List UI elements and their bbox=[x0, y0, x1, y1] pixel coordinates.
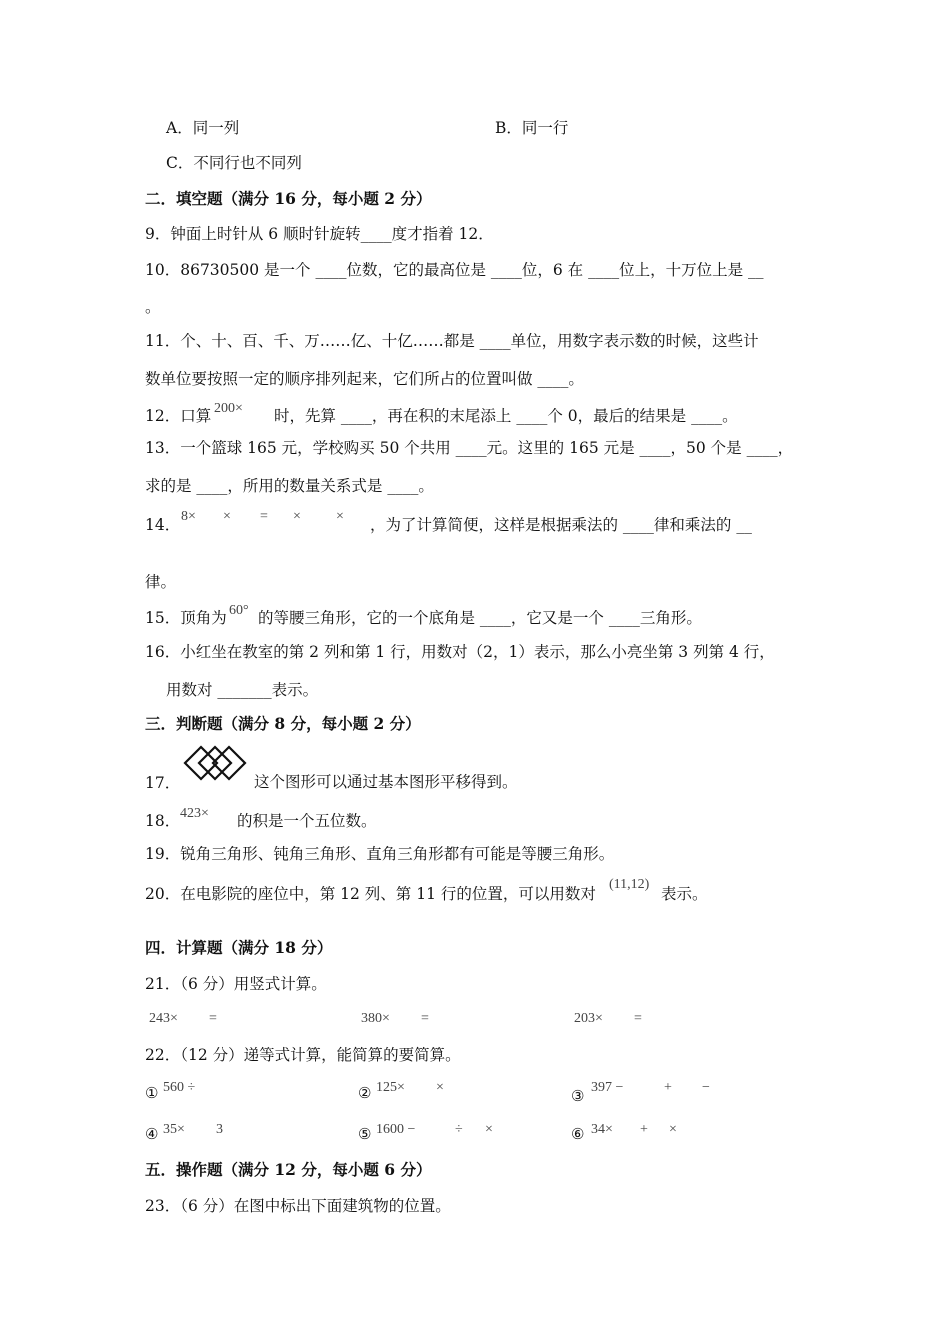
q22-expr-6c: × bbox=[669, 1122, 677, 1137]
section-2-title: 二．填空题（满分 16 分，每小题 2 分） bbox=[145, 189, 432, 208]
question-19: 19．锐角三角形、钝角三角形、直角三角形都有可能是等腰三角形。 bbox=[145, 845, 615, 863]
section-3-title: 三．判断题（满分 8 分，每小题 2 分） bbox=[145, 714, 421, 733]
question-14-prefix: 14． bbox=[145, 516, 181, 534]
section-5-title: 五．操作题（满分 12 分，每小题 6 分） bbox=[145, 1160, 432, 1179]
q21-expr-3: 203× bbox=[574, 1011, 603, 1026]
question-15-suffix: 的等腰三角形，它的一个底角是 ____，它又是一个 ____三角形。 bbox=[258, 609, 702, 627]
q22-expr-6b: + bbox=[640, 1122, 648, 1137]
q22-expr-1: 560 ÷ bbox=[163, 1080, 196, 1095]
question-10-line2: 。 bbox=[145, 298, 161, 316]
question-14-suffix: ，为了计算简便，这样是根据乘法的 ____律和乘法的 __ bbox=[370, 516, 752, 534]
question-13-line2: 求的是 ____，所用的数量关系式是 ____。 bbox=[145, 477, 434, 495]
question-12-math: 200× bbox=[214, 401, 243, 416]
translated-squares-figure bbox=[181, 743, 249, 783]
question-23: 23．（6 分）在图中标出下面建筑物的位置。 bbox=[145, 1197, 451, 1215]
question-18-number: 18． bbox=[145, 812, 181, 830]
question-11-line2: 数单位要按照一定的顺序排列起来，它们所占的位置叫做 ____。 bbox=[145, 370, 584, 388]
q21-eq-3: = bbox=[634, 1011, 642, 1026]
circled-5: ⑤ bbox=[358, 1125, 372, 1143]
circled-4: ④ bbox=[145, 1125, 159, 1143]
question-20-math: (11,12) bbox=[609, 877, 650, 892]
q22-expr-5c: × bbox=[485, 1122, 493, 1137]
q22-expr-6a: 34× bbox=[591, 1122, 613, 1137]
question-22-title: 22．（12 分）递等式计算，能简算的要简算。 bbox=[145, 1046, 461, 1064]
circled-2: ② bbox=[358, 1084, 372, 1102]
question-18-text: 的积是一个五位数。 bbox=[237, 812, 377, 830]
q22-expr-5b: ÷ bbox=[455, 1122, 463, 1137]
q22-expr-3b: + bbox=[664, 1080, 672, 1095]
option-c: C．不同行也不同列 bbox=[166, 154, 302, 172]
question-17-number: 17． bbox=[145, 774, 181, 792]
question-21-title: 21．（6 分）用竖式计算。 bbox=[145, 975, 327, 993]
question-20-suffix: 表示。 bbox=[661, 885, 708, 903]
question-20-prefix: 20．在电影院的座位中，第 12 列、第 11 行的位置，可以用数对 bbox=[145, 885, 596, 903]
question-10-line1: 10．86730500 是一个 ____位数，它的最高位是 ____位，6 在 ____位上，十万位上是 __ bbox=[145, 261, 764, 279]
question-15-prefix: 15．顶角为 bbox=[145, 609, 227, 627]
question-16-line2: 用数对 _______表示。 bbox=[166, 681, 319, 699]
question-13-line1: 13．一个篮球 165 元，学校购买 50 个共用 ____元。这里的 165 元是 ____，50 个是 ____， bbox=[145, 439, 794, 457]
q22-expr-3a: 397 − bbox=[591, 1080, 624, 1095]
question-18-math: 423× bbox=[180, 806, 209, 821]
option-b: B．同一行 bbox=[495, 119, 569, 137]
question-14-math-4: × bbox=[293, 509, 301, 524]
q22-expr-2a: 125× bbox=[376, 1080, 405, 1095]
question-16-line1: 16．小红坐在教室的第 2 列和第 1 行，用数对（2，1）表示，那么小亮坐第 3 列第 4 行， bbox=[145, 643, 775, 661]
q21-eq-2: = bbox=[421, 1011, 429, 1026]
question-15-math: 60° bbox=[229, 603, 249, 618]
circled-6: ⑥ bbox=[571, 1125, 585, 1143]
q21-expr-2: 380× bbox=[361, 1011, 390, 1026]
q22-expr-5a: 1600 − bbox=[376, 1122, 416, 1137]
circled-3: ③ bbox=[571, 1087, 585, 1105]
q22-expr-2b: × bbox=[436, 1080, 444, 1095]
question-12-prefix: 12．口算 bbox=[145, 407, 212, 425]
q22-expr-3c: − bbox=[702, 1080, 710, 1095]
question-14-math-1: 8× bbox=[181, 509, 196, 524]
question-17-text: 这个图形可以通过基本图形平移得到。 bbox=[254, 773, 518, 791]
q22-expr-4b: 3 bbox=[216, 1122, 223, 1137]
section-4-title: 四．计算题（满分 18 分） bbox=[145, 938, 333, 957]
question-11-line1: 11．个、十、百、千、万……亿、十亿……都是 ____单位，用数字表示数的时候，这些计 bbox=[145, 332, 759, 350]
question-14-math-5: × bbox=[336, 509, 344, 524]
q21-eq-1: = bbox=[209, 1011, 217, 1026]
question-14-math-2: × bbox=[223, 509, 231, 524]
option-a: A．同一列 bbox=[166, 119, 240, 137]
question-14-line2: 律。 bbox=[145, 573, 177, 591]
question-14-math-3: = bbox=[260, 509, 268, 524]
q22-expr-4a: 35× bbox=[163, 1122, 185, 1137]
question-12-suffix: 时，先算 ____，再在积的末尾添上 ____个 0，最后的结果是 ____。 bbox=[274, 407, 738, 425]
circled-1: ① bbox=[145, 1084, 159, 1102]
question-9: 9．钟面上时针从 6 顺时针旋转____度才指着 12． bbox=[145, 225, 494, 243]
q21-expr-1: 243× bbox=[149, 1011, 178, 1026]
